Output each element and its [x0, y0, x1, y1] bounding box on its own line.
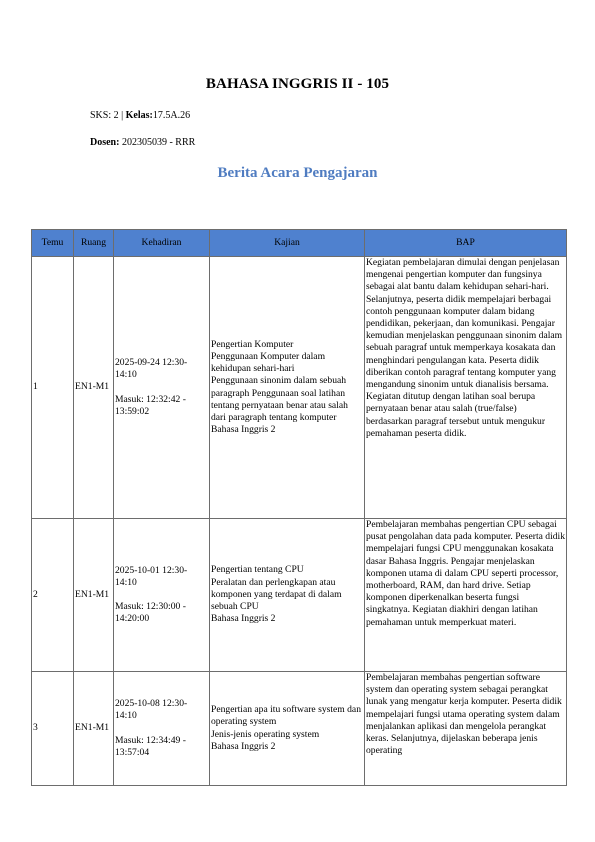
kajian-item: Peralatan dan perlengkapan atau komponen yang terdapat di dalam sebuah CPU: [211, 576, 342, 613]
table-header-row: [32, 230, 567, 257]
cell-kajian: [210, 672, 365, 786]
table-row: [32, 672, 567, 786]
bap-table: [31, 229, 567, 786]
check-in-time: Masuk: 12:34:49 - 13:57:04: [115, 734, 186, 758]
kajian-item: Penggunaan Komputer dalam kehidupan sehari-hari: [211, 350, 326, 375]
kajian-item: Penggunaan sinonim dalam sebuah paragraph Penggunaan soal latihan tentang pernyataan benar atau salah dari paragraph tentang komputer: [211, 375, 348, 423]
cell-bap: Pembelajaran membahas pengertian CPU sebagai pusat pengolahan data pada komputer. Peserta didik mempelajari fungsi CPU menggunakan kosakata dasar Bahasa Inggris. Pengajar menjelaskan komponen utama di dalam CPU seperti processor, motherboard, RAM, dan hard drive. Setiap komponen diperkenalkan beserta fungsi singkatnya. Kegiatan diakhiri dengan latihan pemahaman untuk memperkuat materi.: [365, 519, 567, 672]
cell-kajian: [210, 519, 365, 672]
course-title: BAHASA INGGRIS II - 105: [205, 76, 390, 92]
cell-bap: Pembelajaran membahas pengertian software system dan operating system sebagai perangkat lunak yang mengatur kerja komputer. Peserta didik mempelajari fungsi utama operating system dalam menjalankan aplikasi dan mengelola perangkat keras. Selanjutnya, dijelaskan beberapa jenis operating: [365, 672, 567, 786]
cell-temu: 2: [32, 519, 74, 672]
kelas-label: Kelas:: [125, 110, 153, 121]
check-in-time: Masuk: 12:30:00 - 14:20:00: [115, 601, 186, 625]
course-meta: [90, 110, 190, 121]
check-in-time: Masuk: 12:32:42 - 13:59:02: [115, 393, 186, 417]
cell-temu: 1: [32, 257, 74, 519]
col-header-ruang: Ruang: [74, 230, 114, 257]
cell-kehadiran: [114, 672, 210, 786]
col-header-temu: Temu: [32, 230, 74, 257]
lecturer-info: [90, 137, 195, 148]
schedule-time: 2025-09-24 12:30-14:10: [115, 357, 188, 381]
schedule-time: 2025-10-08 12:30-14:10: [115, 698, 188, 722]
cell-ruang: EN1-M1: [74, 257, 114, 519]
kajian-item: Pengertian Komputer: [211, 338, 294, 350]
sks-value: 2 |: [113, 110, 124, 121]
kajian-item: Jenis-jenis operating system: [211, 728, 320, 740]
dosen-label: Dosen:: [90, 137, 120, 148]
col-header-bap: BAP: [365, 230, 567, 257]
cell-ruang: EN1-M1: [74, 672, 114, 786]
dosen-value: 202305039 - RRR: [121, 137, 196, 148]
kajian-item: Pengertian apa itu software system dan operating system: [211, 704, 361, 728]
cell-kajian: [210, 257, 365, 519]
kajian-item: Bahasa Inggris 2: [211, 424, 276, 436]
table-row: [32, 257, 567, 519]
kajian-item: Bahasa Inggris 2: [211, 740, 276, 752]
page-subtitle: Berita Acara Pengajaran: [217, 165, 378, 181]
col-header-kajian: Kajian: [210, 230, 365, 257]
cell-kehadiran: [114, 257, 210, 519]
cell-ruang: EN1-M1: [74, 519, 114, 672]
cell-temu: 3: [32, 672, 74, 786]
cell-bap: Kegiatan pembelajaran dimulai dengan penjelasan mengenai pengertian komputer dan fungsinya sebagai alat bantu dalam kehidupan sehari-hari. Selanjutnya, peserta didik mempelajari berbagai contoh penggunaan komputer dalam bidang pendidikan, pekerjaan, dan komunikasi. Pengajar kemudian menjelaskan penggunaan sinonim dalam sebuah paragraf untuk memperkaya kosakata dan menghindari pengulangan kata. Peserta didik diberikan contoh paragraf tentang komputer yang mengandung sinonim untuk dianalisis bersama. Kegiatan ditutup dengan latihan soal berupa pernyataan benar atau salah (true/false) berdasarkan paragraf tersebut untuk mengukur pemahaman peserta didik.: [365, 257, 567, 519]
sks-label: SKS:: [90, 110, 112, 121]
table-row: [32, 519, 567, 672]
schedule-time: 2025-10-01 12:30-14:10: [115, 564, 188, 588]
kelas-value: 17.5A.26: [152, 110, 191, 121]
kajian-item: Pengertian tentang CPU: [211, 564, 304, 576]
kajian-item: Bahasa Inggris 2: [211, 613, 276, 625]
col-header-kehadiran: Kehadiran: [114, 230, 210, 257]
cell-kehadiran: [114, 519, 210, 672]
